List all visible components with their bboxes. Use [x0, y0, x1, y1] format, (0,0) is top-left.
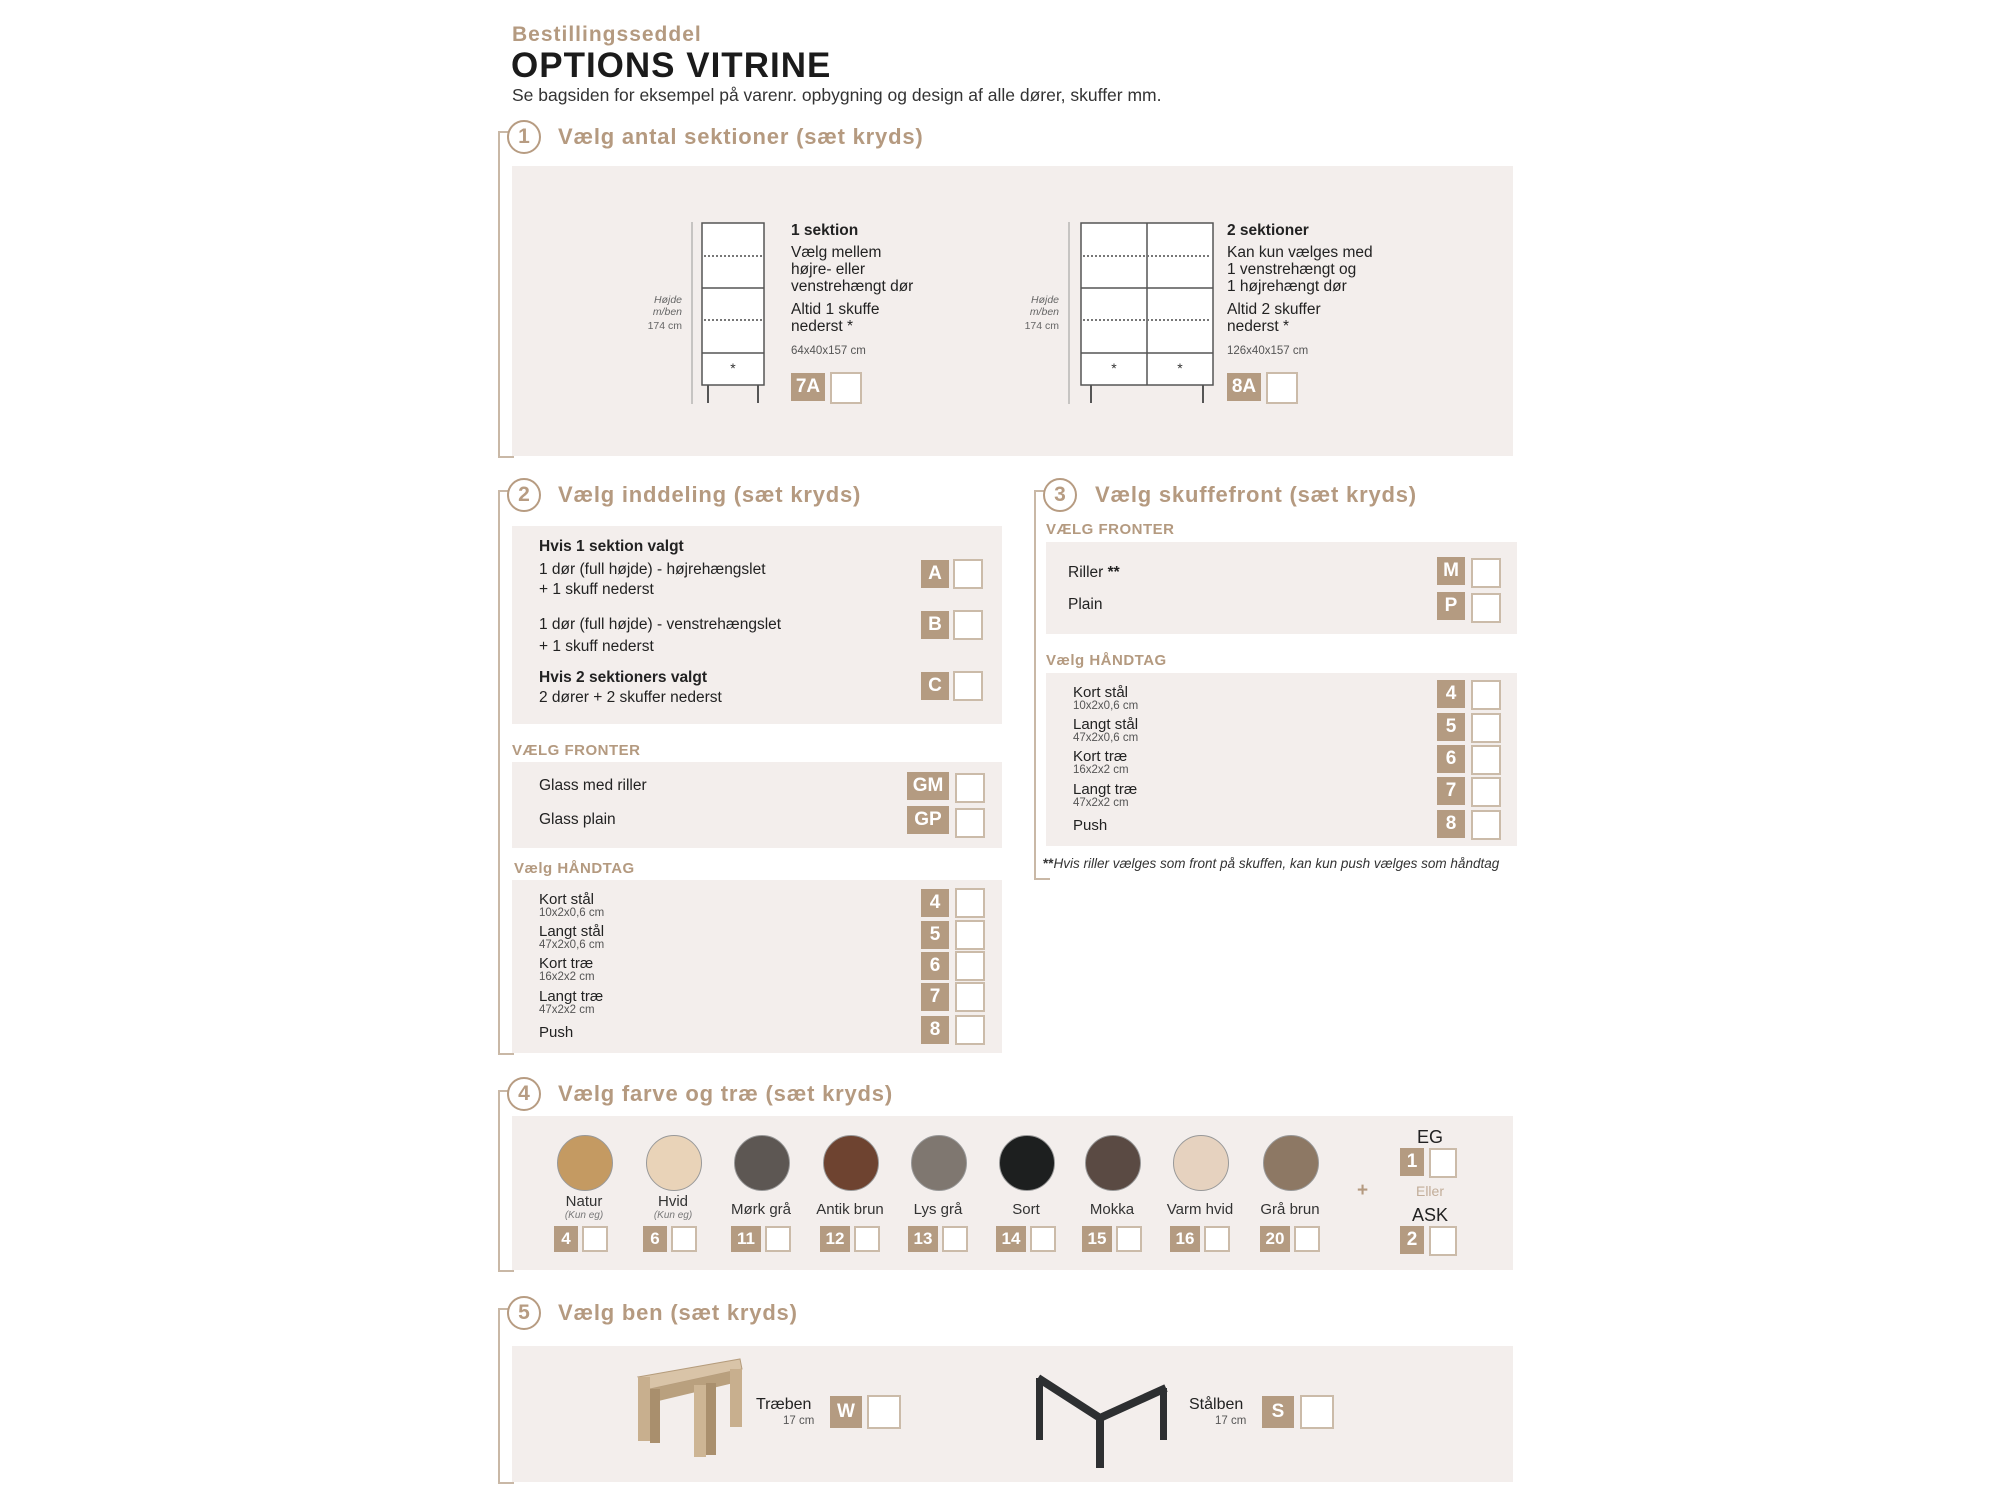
code-color-12-badge: 12 — [820, 1226, 850, 1252]
color-name-11: Mørk grå — [731, 1201, 791, 1218]
section3-title: Vælg skuffefront (sæt kryds) — [1095, 482, 1417, 507]
desc-line: Vælg mellem — [791, 244, 882, 261]
option-1-section-dims: 64x40x157 cm — [791, 345, 866, 357]
color-name-14: Sort — [1012, 1201, 1040, 1218]
color-name-15: Mokka — [1089, 1201, 1135, 1218]
section1-number: 1 — [507, 120, 541, 154]
handtag-kort-stal-label: Kort stål — [539, 891, 595, 908]
code-skuffe-handtag-5-badge: 5 — [1437, 713, 1465, 741]
code-color-13-badge: 13 — [908, 1226, 938, 1252]
desc-line: nederst * — [1227, 318, 1290, 335]
svg-text:*: * — [1177, 360, 1183, 376]
section2-fronter-heading: VÆLG FRONTER — [512, 742, 641, 759]
color-name-12: Antik brun — [816, 1201, 884, 1218]
desc-line: Altid 2 skuffer — [1227, 301, 1321, 318]
checkbox-color-12[interactable] — [854, 1226, 880, 1252]
wood-or-label: Eller — [1415, 1183, 1444, 1199]
checkbox-wood-eg[interactable] — [1429, 1148, 1457, 1178]
option-1-section-desc2 — [791, 301, 879, 335]
code-p-badge: P — [1437, 592, 1465, 620]
checkbox-color-6[interactable] — [671, 1226, 697, 1252]
option-2-sections-desc2 — [1227, 301, 1321, 335]
checkbox-handtag-5[interactable] — [955, 920, 985, 950]
code-handtag-8-badge: 8 — [921, 1016, 949, 1044]
svg-text:*: * — [1111, 360, 1117, 376]
handtag-kort-trae-label: Kort træ — [539, 955, 594, 972]
code-handtag-6-badge: 6 — [921, 952, 949, 980]
code-color-4-badge: 4 — [554, 1226, 578, 1252]
height-value: 174 cm — [1024, 320, 1059, 332]
color-swatch-11 — [734, 1135, 790, 1191]
code-handtag-5-badge: 5 — [921, 921, 949, 949]
handtag-langt-stal-label: Langt stål — [539, 923, 605, 940]
svg-text:*: * — [730, 360, 736, 376]
height-word: Højde — [653, 294, 682, 306]
color-name-20: Grå brun — [1260, 1201, 1320, 1218]
code-skuffe-handtag-4-badge: 4 — [1437, 680, 1465, 708]
section2-title: Vælg inddeling (sæt kryds) — [558, 482, 862, 507]
option-2-sections-dims: 126x40x157 cm — [1227, 345, 1309, 357]
wood-ask-label: ASK — [1411, 1205, 1449, 1225]
wood-eg-label: EG — [1416, 1127, 1443, 1147]
section3-fronter-heading: VÆLG FRONTER — [1046, 521, 1175, 538]
code-gm-badge: GM — [907, 772, 949, 800]
height-label-b — [999, 294, 1059, 332]
skuffe-handtag-langt-stal-label: Langt stål — [1073, 716, 1139, 733]
option-1-section-desc1 — [791, 244, 913, 295]
checkbox-handtag-7[interactable] — [955, 982, 985, 1012]
checkbox-skuffe-handtag-4[interactable] — [1471, 680, 1501, 710]
checkbox-p[interactable] — [1471, 593, 1501, 623]
color-name-13: Lys grå — [913, 1201, 963, 1218]
wood-leg-dim: 17 cm — [783, 1415, 815, 1427]
height-label-a — [622, 294, 682, 332]
option-a-text — [539, 560, 766, 600]
code-b-badge: B — [921, 611, 949, 639]
option-1-section-title: 1 sektion — [791, 222, 859, 239]
code-skuffe-handtag-8-badge: 8 — [1437, 810, 1465, 838]
group-1-section-title: Hvis 1 sektion valgt — [539, 538, 684, 555]
color-note-4: (Kun eg) — [564, 1210, 604, 1221]
section5-number: 5 — [507, 1296, 541, 1330]
checkbox-skuffe-handtag-7[interactable] — [1471, 777, 1501, 807]
checkbox-gm[interactable] — [955, 773, 985, 803]
code-color-15-badge: 15 — [1082, 1226, 1112, 1252]
color-note-6: (Kun eg) — [653, 1210, 693, 1221]
opt-line: 1 dør (full højde) - højrehængslet — [539, 561, 766, 578]
handtag-langt-stal-dim: 47x2x0,6 cm — [539, 939, 605, 951]
code-skuffe-handtag-6-badge: 6 — [1437, 745, 1465, 773]
handtag-push-label: Push — [539, 1024, 574, 1041]
skuffe-handtag-kort-stal-dim: 10x2x0,6 cm — [1073, 700, 1139, 712]
checkbox-b[interactable] — [953, 610, 983, 640]
riller-mark: ** — [1107, 564, 1120, 581]
page-subtitle: Se bagsiden for eksempel på varenr. opbygning og design af alle dører, skuffer mm. — [512, 85, 1162, 105]
height-legs: m/ben — [652, 306, 682, 318]
desc-line: højre- eller — [791, 261, 866, 278]
checkbox-gp[interactable] — [955, 808, 985, 838]
page-title: OPTIONS VITRINE — [511, 46, 832, 85]
color-swatch-12 — [823, 1135, 879, 1191]
code-color-20-badge: 20 — [1260, 1226, 1290, 1252]
skuffe-handtag-langt-stal-dim: 47x2x0,6 cm — [1073, 732, 1139, 744]
fronter-glass-riller-label: Glass med riller — [539, 777, 647, 794]
skuffe-handtag-kort-trae-dim: 16x2x2 cm — [1073, 764, 1129, 776]
section3-footnote — [1043, 856, 1499, 871]
code-8a-badge: 8A — [1227, 373, 1261, 401]
header-kicker: Bestillingsseddel — [512, 23, 702, 46]
code-skuffe-handtag-7-badge: 7 — [1437, 777, 1465, 805]
checkbox-leg-w[interactable] — [867, 1395, 901, 1429]
skuffe-handtag-langt-trae-dim: 47x2x2 cm — [1073, 797, 1129, 809]
handtag-kort-trae-dim: 16x2x2 cm — [539, 971, 595, 983]
checkbox-color-16[interactable] — [1204, 1226, 1230, 1252]
desc-line: 1 højrehængt dør — [1227, 278, 1347, 295]
steel-leg-name: Stålben — [1189, 1396, 1244, 1413]
color-name-6: Hvid — [657, 1193, 688, 1210]
code-color-14-badge: 14 — [996, 1226, 1026, 1252]
checkbox-skuffe-handtag-6[interactable] — [1471, 745, 1501, 775]
checkbox-skuffe-handtag-8[interactable] — [1471, 810, 1501, 840]
section4-number: 4 — [507, 1077, 541, 1111]
opt-line: + 1 skuff nederst — [539, 581, 654, 598]
code-leg-s-badge: S — [1262, 1396, 1294, 1428]
footnote-text: Hvis riller vælges som front på skuffen, kan kun push vælges som håndtag — [1053, 856, 1500, 871]
wood-leg-image — [630, 1355, 750, 1465]
desc-line: nederst * — [791, 318, 854, 335]
code-color-16-badge: 16 — [1170, 1226, 1200, 1252]
color-swatch-16 — [1173, 1135, 1229, 1191]
code-color-6-badge: 6 — [643, 1226, 667, 1252]
color-name-16: Varm hvid — [1166, 1201, 1234, 1218]
cabinet-2-sections-drawing — [1065, 218, 1225, 408]
code-wood-1-badge: 1 — [1400, 1148, 1424, 1176]
opt-line: + 1 skuff nederst — [539, 638, 654, 655]
code-handtag-7-badge: 7 — [921, 983, 949, 1011]
handtag-langt-trae-dim: 47x2x2 cm — [539, 1004, 595, 1016]
code-c-badge: C — [921, 672, 949, 700]
color-swatch-14 — [999, 1135, 1055, 1191]
section4-title: Vælg farve og træ (sæt kryds) — [558, 1081, 893, 1106]
steel-leg-dim: 17 cm — [1215, 1415, 1247, 1427]
handtag-langt-trae-label: Langt træ — [539, 988, 604, 1005]
plus-sign: + — [1357, 1180, 1369, 1201]
checkbox-color-14[interactable] — [1030, 1226, 1056, 1252]
checkbox-color-15[interactable] — [1116, 1226, 1142, 1252]
code-leg-w-badge: W — [830, 1396, 862, 1428]
skuffe-handtag-langt-trae-label: Langt træ — [1073, 781, 1138, 798]
checkbox-color-20[interactable] — [1294, 1226, 1320, 1252]
section3-fronter-panel — [1046, 542, 1517, 634]
color-swatch-6 — [646, 1135, 702, 1191]
riller-text: Riller — [1068, 564, 1104, 581]
fronter-glass-plain-label: Glass plain — [539, 811, 616, 828]
skuffe-plain-label: Plain — [1068, 596, 1103, 613]
section3-handtag-heading: Vælg HÅNDTAG — [1046, 652, 1167, 669]
opt-line: 1 dør (full højde) - venstrehængslet — [539, 616, 782, 633]
steel-leg-image — [1030, 1370, 1170, 1470]
code-color-11-badge: 11 — [731, 1226, 761, 1252]
checkbox-8a[interactable] — [1266, 372, 1298, 404]
color-swatch-13 — [911, 1135, 967, 1191]
skuffe-handtag-push-label: Push — [1073, 817, 1108, 834]
option-c-text: 2 dører + 2 skuffer nederst — [539, 689, 722, 706]
code-wood-2-badge: 2 — [1400, 1226, 1424, 1254]
group-2-sections-title: Hvis 2 sektioners valgt — [539, 669, 707, 686]
height-legs: m/ben — [1029, 306, 1059, 318]
option-b-text — [539, 614, 781, 658]
height-value: 174 cm — [647, 320, 682, 332]
checkbox-color-4[interactable] — [582, 1226, 608, 1252]
checkbox-handtag-4[interactable] — [955, 888, 985, 918]
height-word: Højde — [1030, 294, 1059, 306]
checkbox-color-13[interactable] — [942, 1226, 968, 1252]
desc-line: Altid 1 skuffe — [791, 301, 880, 318]
color-swatch-20 — [1263, 1135, 1319, 1191]
checkbox-skuffe-handtag-5[interactable] — [1471, 713, 1501, 743]
code-m-badge: M — [1437, 557, 1465, 585]
wood-leg-name: Træben — [756, 1396, 812, 1413]
handtag-kort-stal-dim: 10x2x0,6 cm — [539, 907, 605, 919]
section2-handtag-heading: Vælg HÅNDTAG — [514, 860, 635, 877]
desc-line: venstrehængt dør — [791, 278, 914, 295]
code-a-badge: A — [921, 560, 949, 588]
section5-title: Vælg ben (sæt kryds) — [558, 1300, 798, 1325]
section2-number: 2 — [507, 478, 541, 512]
color-swatch-4 — [557, 1135, 613, 1191]
desc-line: Kan kun vælges med — [1227, 244, 1373, 261]
code-7a-badge: 7A — [791, 373, 825, 401]
code-handtag-4-badge: 4 — [921, 889, 949, 917]
checkbox-handtag-6[interactable] — [955, 951, 985, 981]
color-swatch-15 — [1085, 1135, 1141, 1191]
option-2-sections-title: 2 sektioner — [1227, 222, 1309, 239]
checkbox-c[interactable] — [953, 671, 983, 701]
section1-title: Vælg antal sektioner (sæt kryds) — [558, 124, 924, 149]
checkbox-handtag-8[interactable] — [955, 1015, 985, 1045]
section3-number: 3 — [1043, 478, 1077, 512]
footnote-mark: ** — [1043, 856, 1054, 871]
desc-line: 1 venstrehængt og — [1227, 261, 1357, 278]
checkbox-7a[interactable] — [830, 372, 862, 404]
skuffe-riller-label — [1068, 564, 1120, 582]
cabinet-1-section-drawing — [688, 218, 768, 408]
code-gp-badge: GP — [907, 806, 949, 834]
skuffe-handtag-kort-trae-label: Kort træ — [1073, 748, 1128, 765]
checkbox-leg-s[interactable] — [1300, 1395, 1334, 1429]
checkbox-a[interactable] — [953, 559, 983, 589]
color-name-4: Natur — [565, 1193, 603, 1210]
option-2-sections-desc1 — [1227, 244, 1373, 295]
checkbox-wood-ask[interactable] — [1429, 1226, 1457, 1256]
skuffe-handtag-kort-stal-label: Kort stål — [1073, 684, 1129, 701]
checkbox-m[interactable] — [1471, 558, 1501, 588]
checkbox-color-11[interactable] — [765, 1226, 791, 1252]
